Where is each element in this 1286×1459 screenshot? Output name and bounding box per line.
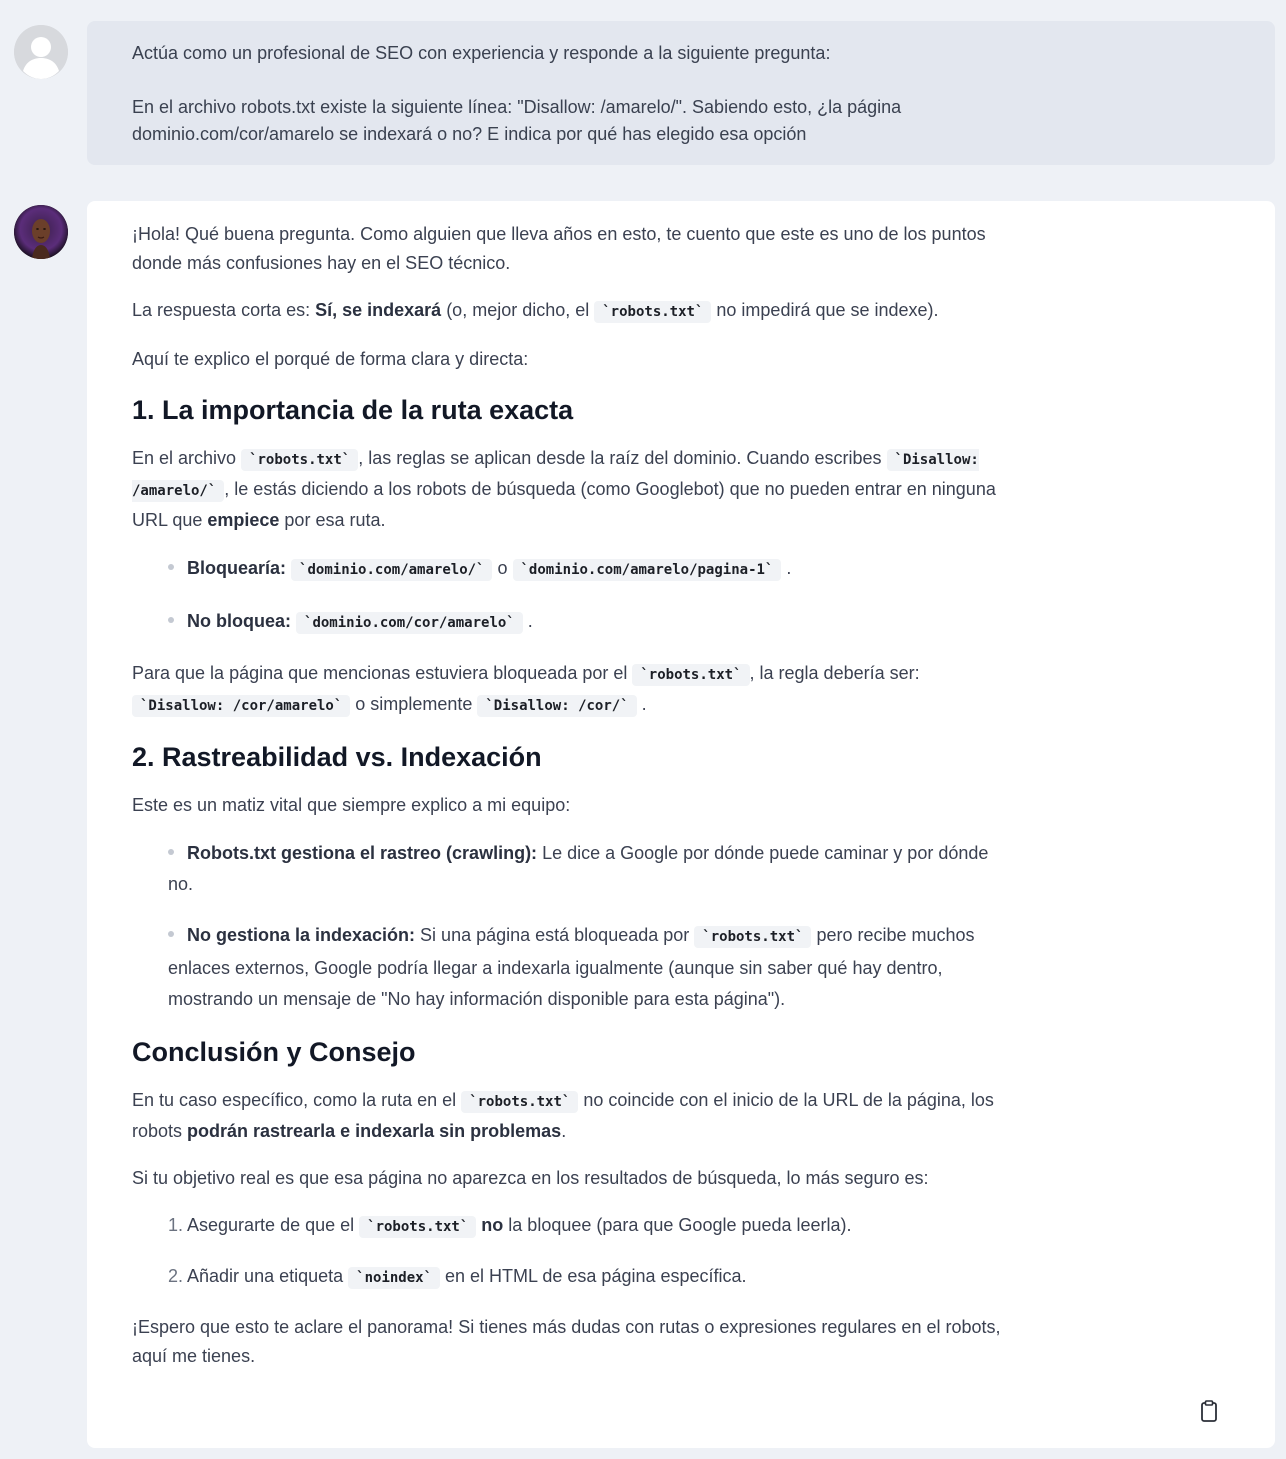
text-span: .: [527, 611, 533, 631]
paragraph: [132, 444, 1002, 535]
text-span: o: [492, 558, 513, 578]
inline-code: `dominio.com/amarelo/`: [291, 559, 492, 581]
list-item: [168, 920, 1002, 1015]
intro-text: ¡Hola! Qué buena pregunta. Como alguien que lleva años en esto, te cuento que este es uno de los puntos donde más confusiones hay en el SEO técnico.: [132, 224, 986, 273]
bullet-list: [168, 838, 1002, 1015]
user-message-line: En el archivo robots.txt existe la siguiente línea: "Disallow: /amarelo/". Sabiendo esto, ¿la página: [132, 97, 902, 117]
bullet-list: [168, 553, 1002, 639]
text-span: o simplemente: [350, 694, 478, 714]
user-message-line: dominio.com/cor/amarelo se indexará o no? E indica por qué has elegido esa opción: [132, 124, 807, 144]
text-span: no coincide con el inicio de la URL de la página, los robots: [132, 1090, 994, 1141]
list-item: [168, 606, 1002, 639]
inline-code: `Disallow: /cor/amarelo`: [132, 695, 350, 717]
list-number: 2.: [168, 1266, 184, 1286]
bold-text: Robots.txt gestiona el rastreo (crawling):: [187, 843, 538, 863]
bullet-dot-icon: [168, 931, 174, 937]
inline-code: `robots.txt`: [359, 1216, 476, 1238]
inline-code: `robots.txt`: [241, 449, 358, 471]
bullet-dot-icon: [168, 564, 174, 570]
text-span: Le dice a Google por dónde puede caminar y por dónde no.: [168, 843, 989, 894]
text-span: por esa ruta.: [279, 510, 386, 530]
paragraph: [132, 1086, 1002, 1146]
bold-text: podrán rastrearla e indexarla sin problemas: [187, 1121, 562, 1141]
bold-text: Bloquearía:: [187, 558, 287, 578]
text-span: .: [786, 558, 792, 578]
text-span: Para que la página que mencionas estuviera bloqueada por el: [132, 663, 633, 683]
clipboard-icon: [1199, 1400, 1219, 1422]
bold-text: Sí, se indexará: [315, 300, 442, 320]
copy-button[interactable]: [1199, 1400, 1219, 1422]
text-span: .: [641, 694, 647, 714]
inline-code: `robots.txt`: [632, 664, 749, 686]
user-silhouette-icon: [14, 25, 68, 79]
inline-code: `noindex`: [348, 1267, 440, 1289]
paragraph: Si tu objetivo real es que esa página no aparezca en los resultados de búsqueda, lo más seguro es:: [132, 1168, 929, 1188]
list-number: 1.: [168, 1215, 184, 1235]
explain-paragraph: Aquí te explico el porqué de forma clara y directa:: [132, 349, 529, 369]
text-span: La respuesta corta es:: [132, 300, 316, 320]
numbered-list: [168, 1211, 1002, 1293]
bold-text: No gestiona la indexación:: [187, 925, 416, 945]
inline-code: `Disallow: /amarelo/`: [132, 449, 979, 502]
user-message-line: Actúa como un profesional de SEO con experiencia y responde a la siguiente pregunta:: [132, 43, 831, 63]
user-message: [87, 21, 1275, 165]
list-item: [168, 1211, 1002, 1242]
assistant-message-content: [132, 220, 1002, 1371]
text-span: , le estás diciendo a los robots de búsqueda (como Googlebot) que no pueden entrar en ninguna URL que: [132, 479, 996, 530]
text-span: , las reglas se aplican desde la raíz del dominio. Cuando escribes: [358, 448, 887, 468]
paragraph: Este es un matiz vital que siempre explico a mi equipo:: [132, 795, 571, 815]
bold-text: No bloquea:: [187, 611, 291, 631]
section-heading: 1. La importancia de la ruta exacta: [132, 395, 574, 425]
inline-code: `Disallow: /cor/`: [477, 695, 636, 717]
assistant-avatar: [14, 205, 68, 259]
inline-code: `robots.txt`: [594, 301, 711, 323]
bullet-dot-icon: [168, 849, 174, 855]
text-span: (o, mejor dicho, el: [441, 300, 595, 320]
intro-paragraph: [132, 220, 1002, 278]
assistant-portrait-icon: [14, 205, 68, 259]
text-span: no impedirá que se indexe).: [711, 300, 939, 320]
bullet-dot-icon: [168, 617, 174, 623]
inline-code: `robots.txt`: [694, 926, 811, 948]
text-span: En tu caso específico, como la ruta en el: [132, 1090, 462, 1110]
text-span: pero recibe muchos enlaces externos, Google podría llegar a indexarla igualmente (aunque sin saber qué hay dentro, mostrando un mensaje de "No hay información disponible para esta página").: [168, 925, 975, 1009]
list-item: [168, 553, 1002, 586]
text-span: Asegurarte de que el: [183, 1215, 360, 1235]
text-span: Añadir una etiqueta: [183, 1266, 349, 1286]
bold-text: no: [476, 1215, 504, 1235]
bold-text: empiece: [207, 510, 280, 530]
list-item: [168, 1262, 1002, 1293]
section-heading: 2. Rastreabilidad vs. Indexación: [132, 742, 542, 772]
inline-code: `dominio.com/amarelo/pagina-1`: [513, 559, 782, 581]
list-item: [168, 838, 1002, 900]
short-answer-paragraph: [132, 296, 1002, 327]
closing-paragraph: ¡Espero que esto te aclare el panorama! Si tienes más dudas con rutas o expresiones regulares en el robots, aquí me tienes.: [132, 1317, 1001, 1366]
text-span: la bloquee (para que Google pueda leerla).: [503, 1215, 852, 1235]
text-span: Si una página está bloqueada por: [415, 925, 695, 945]
inline-code: `dominio.com/cor/amarelo`: [296, 612, 523, 634]
assistant-message: [87, 201, 1275, 1448]
inline-code: `robots.txt`: [461, 1091, 578, 1113]
paragraph: [132, 659, 1002, 721]
text-span: en el HTML de esa página específica.: [440, 1266, 747, 1286]
section-heading: Conclusión y Consejo: [132, 1037, 416, 1067]
text-span: , la regla debería ser:: [749, 663, 920, 683]
text-span: En el archivo: [132, 448, 242, 468]
text-span: .: [561, 1121, 567, 1141]
user-avatar: [14, 25, 68, 79]
